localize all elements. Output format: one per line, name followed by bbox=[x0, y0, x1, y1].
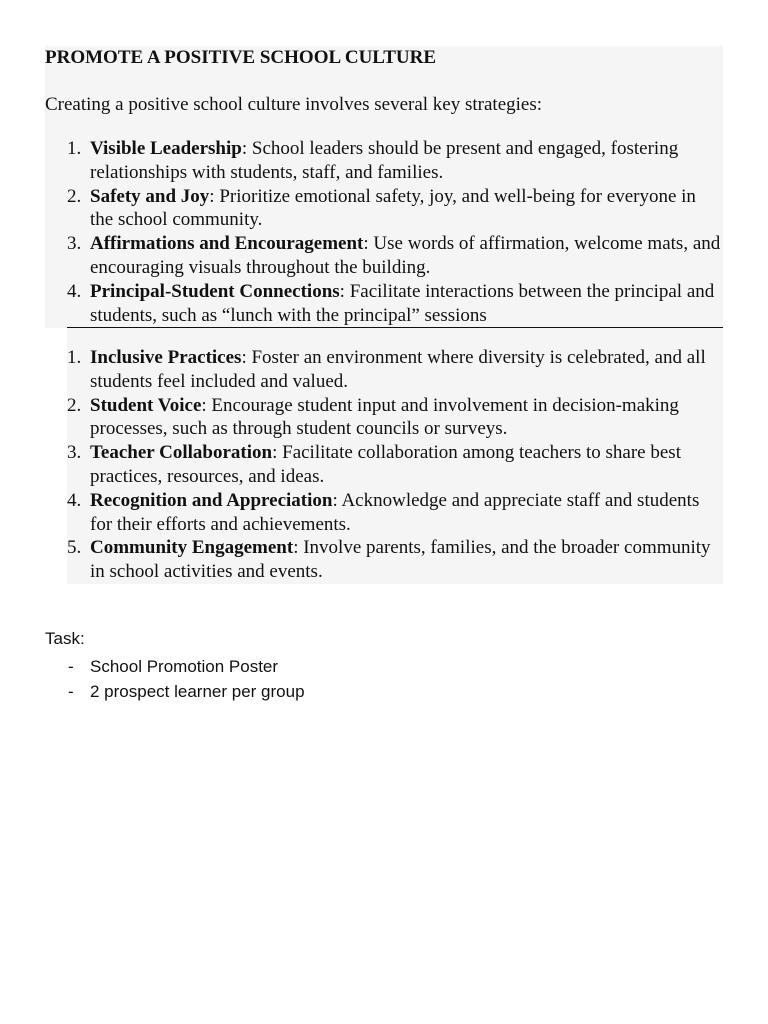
list-item bbox=[45, 394, 723, 442]
list-item-text: : Facilitate interactions between the principal and students, such as “lunch with the principal” sessions bbox=[90, 280, 715, 326]
strategy-list-secondary bbox=[45, 346, 723, 584]
list-item bbox=[45, 185, 723, 233]
list-item bbox=[45, 137, 723, 185]
task-item-text: School Promotion Poster bbox=[90, 657, 279, 676]
list-item-text: : Involve parents, families, and the broader community in school activities and events. bbox=[90, 537, 711, 583]
task-list bbox=[45, 654, 305, 704]
list-item-text: : Prioritize emotional safety, joy, and well-being for everyone in the school community. bbox=[90, 185, 696, 231]
list-item bbox=[45, 280, 723, 328]
list-item-term: Principal-Student Connections bbox=[90, 280, 340, 302]
list-item-term: Safety and Joy bbox=[90, 185, 210, 207]
list-item bbox=[45, 346, 723, 394]
list-item-number: 4. bbox=[67, 280, 82, 302]
dash-bullet-icon: - bbox=[68, 657, 74, 676]
list-item-text: : Foster an environment where diversity is celebrated, and all students feel included and valued. bbox=[90, 347, 706, 392]
list-item-term: Affirmations and Encouragement bbox=[90, 233, 364, 255]
list-item-number: 1. bbox=[67, 138, 82, 159]
task-item bbox=[45, 679, 305, 704]
list-item-term: Community Engagement bbox=[90, 537, 294, 559]
list-item-text: : Encourage student input and involvement in decision-making processes, such as through student councils or surveys. bbox=[90, 394, 679, 440]
list-item-term: Inclusive Practices bbox=[90, 347, 242, 368]
task-item-text: 2 prospect learner per group bbox=[90, 682, 305, 701]
section-divider bbox=[67, 327, 723, 328]
intro-paragraph: Creating a positive school culture involves several key strategies: bbox=[45, 94, 543, 115]
list-item-term: Visible Leadership bbox=[90, 138, 242, 159]
list-item-number: 2. bbox=[67, 185, 82, 207]
list-item-number: 5. bbox=[67, 537, 82, 559]
list-item-number: 2. bbox=[67, 394, 82, 416]
list-item-number: 1. bbox=[67, 347, 82, 368]
list-item-term: Recognition and Appreciation bbox=[90, 489, 333, 511]
list-item-number: 3. bbox=[67, 442, 82, 464]
list-item-term: Teacher Collaboration bbox=[90, 442, 273, 464]
task-label: Task: bbox=[45, 629, 85, 648]
list-item bbox=[45, 489, 723, 537]
list-item bbox=[45, 536, 723, 584]
list-item-text: : Acknowledge and appreciate staff and students for their efforts and achievements. bbox=[90, 489, 700, 535]
list-item-number: 4. bbox=[67, 489, 82, 511]
strategy-list-primary bbox=[45, 137, 723, 327]
list-item-text: : Facilitate collaboration among teachers to share best practices, resources, and ideas. bbox=[90, 442, 681, 487]
list-item-number: 3. bbox=[67, 233, 82, 255]
list-item-text: : Use words of affirmation, welcome mats, and encouraging visuals throughout the building. bbox=[90, 233, 721, 278]
list-item-text: : School leaders should be present and engaged, fostering relationships with students, staff, and families. bbox=[90, 138, 679, 183]
dash-bullet-icon: - bbox=[68, 682, 74, 701]
list-item bbox=[45, 441, 723, 489]
list-item-term: Student Voice bbox=[90, 394, 202, 416]
task-item bbox=[45, 654, 305, 679]
document-title: PROMOTE A POSITIVE SCHOOL CULTURE bbox=[45, 47, 437, 68]
list-item bbox=[45, 232, 723, 280]
